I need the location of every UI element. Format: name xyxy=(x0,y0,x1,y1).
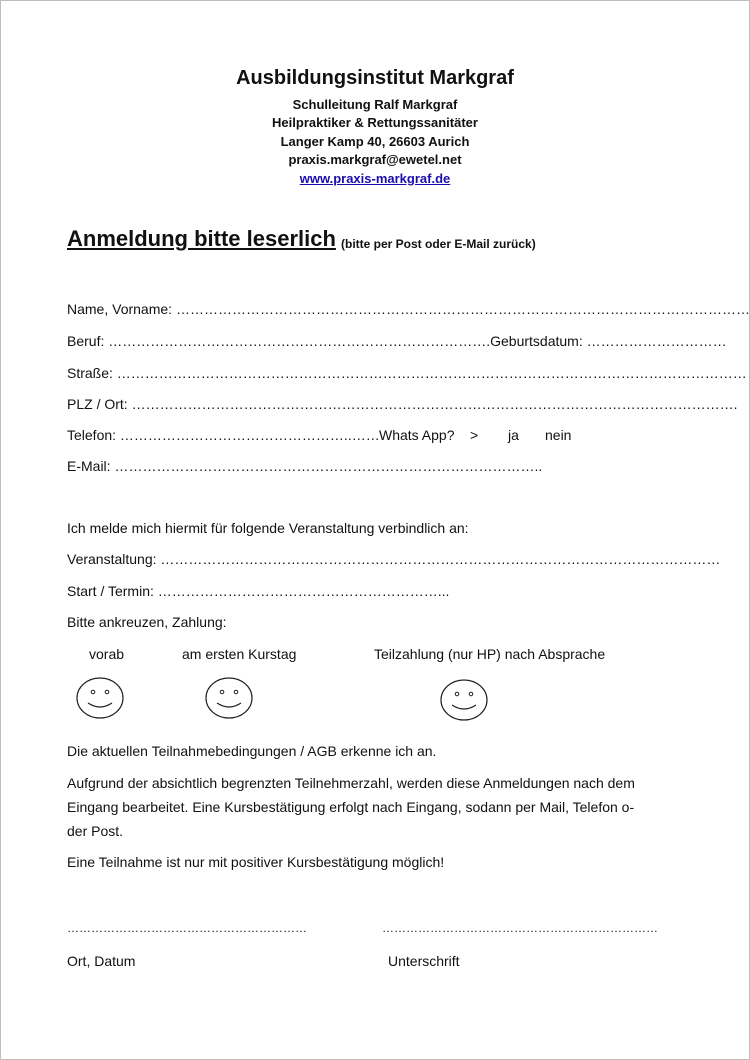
smiley-face-icon[interactable] xyxy=(440,679,488,721)
email-field[interactable]: E-Mail: ……………………………………………………………………………….. xyxy=(67,458,543,474)
payment-option-advance[interactable]: vorab xyxy=(89,646,125,662)
place-date-line[interactable]: …………………………………………………… xyxy=(67,921,307,935)
event-field[interactable]: Veranstaltung: ………………………………………………………………………………………………………… xyxy=(67,551,721,567)
school-director: Schulleitung Ralf Markgraf xyxy=(292,97,458,112)
whatsapp-arrow: > xyxy=(470,427,479,443)
whatsapp-no-option[interactable]: nein xyxy=(545,427,572,443)
whatsapp-yes-option[interactable]: ja xyxy=(508,427,519,443)
form-title-note: (bitte per Post oder E-Mail zurück) xyxy=(341,237,536,251)
smiley-face-icon[interactable] xyxy=(76,677,124,719)
whatsapp-label: Whats App? xyxy=(379,427,455,443)
form-title: Anmeldung bitte leserlich xyxy=(67,226,336,251)
terms-paragraph-line: Eingang bearbeitet. Eine Kursbestätigung erfolgt nach Eingang, sodann per Mail, Telefon o- xyxy=(67,799,635,815)
place-date-label: Ort, Datum xyxy=(67,953,136,969)
street-field[interactable]: Straße: ……………………………………………………………………………………………………………………… xyxy=(67,365,747,381)
address: Langer Kamp 40, 26603 Aurich xyxy=(280,134,470,149)
phone-field[interactable]: Telefon: …………………………………………..…… xyxy=(67,427,380,443)
payment-option-first-day[interactable]: am ersten Kurstag xyxy=(182,646,297,662)
smiley-face-icon[interactable] xyxy=(205,677,253,719)
website-link[interactable]: www.praxis-markgraf.de xyxy=(299,171,451,186)
registration-intro: Ich melde mich hiermit für folgende Veranstaltung verbindlich an: xyxy=(67,520,469,536)
terms-agb: Die aktuellen Teilnahmebedingungen / AGB erkenne ich an. xyxy=(67,743,437,759)
payment-label: Bitte ankreuzen, Zahlung: xyxy=(67,614,227,630)
payment-option-installment[interactable]: Teilzahlung (nur HP) nach Absprache xyxy=(374,646,606,662)
terms-paragraph-line: der Post. xyxy=(67,823,124,839)
start-date-field[interactable]: Start / Termin: ……………………………………………………... xyxy=(67,583,450,599)
zip-city-field[interactable]: PLZ / Ort: …………………………………………………………………………………………………………………. xyxy=(67,396,738,412)
terms-paragraph-line: Aufgrund der absichtlich begrenzten Teilnehmerzahl, werden diese Anmeldungen nach dem xyxy=(67,775,635,791)
email-address: praxis.markgraf@ewetel.net xyxy=(288,152,462,167)
signature-label: Unterschrift xyxy=(388,953,460,969)
terms-confirmation-note: Eine Teilnahme ist nur mit positiver Kursbestätigung möglich! xyxy=(67,854,445,870)
signature-line[interactable]: …………………………………………………………… xyxy=(382,921,658,935)
institute-title: Ausbildungsinstitut Markgraf xyxy=(236,67,514,89)
profession: Heilpraktiker & Rettungssanitäter xyxy=(272,115,478,130)
occupation-birthdate-field[interactable]: Beruf: ……………………………………………………………………….Geburtsdatum: ………………………… xyxy=(67,333,727,349)
name-field[interactable]: Name, Vorname: …………………………………………………………………………………………………………… xyxy=(67,301,750,317)
